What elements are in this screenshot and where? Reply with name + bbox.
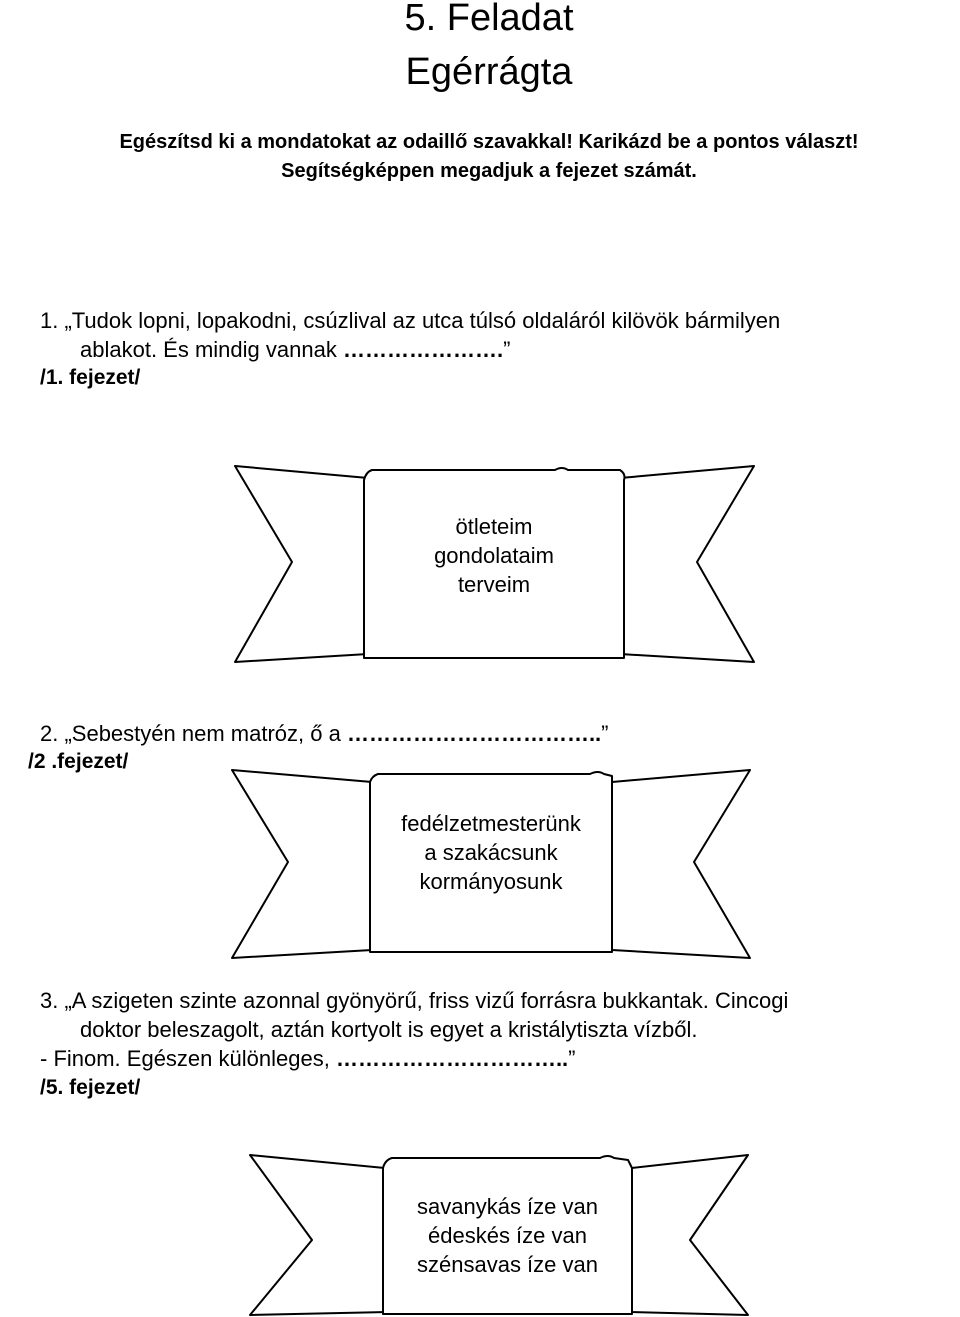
question-2-quote-end: ” <box>601 721 609 746</box>
question-2-blank[interactable]: …………………………….. <box>346 721 602 746</box>
question-2-text: 2. „Sebestyén nem matróz, ő a <box>40 721 347 746</box>
option-2b[interactable]: a szakácsunk <box>424 840 558 865</box>
question-3-quote-end: ” <box>568 1046 576 1071</box>
option-3b[interactable]: édeskés íze van <box>428 1223 587 1248</box>
page-title: Egérrágta <box>405 51 573 93</box>
option-1b[interactable]: gondolataim <box>434 543 554 568</box>
question-3-text: - Finom. Egészen különleges, <box>40 1046 336 1071</box>
option-1a[interactable]: ötleteim <box>455 514 533 539</box>
question-1-chapter: /1. fejezet/ <box>40 366 141 389</box>
question-1-line-1: 1. „Tudok lopni, lopakodni, csúzlival az utca túlsó oldaláról kilövök bármilyen <box>40 308 781 333</box>
question-1-text: ablakot. És mindig vannak <box>80 337 343 362</box>
question-3-blank[interactable]: ………………………….. <box>335 1046 569 1071</box>
question-1-quote-end: ” <box>503 337 511 362</box>
option-1c[interactable]: terveim <box>457 572 531 597</box>
option-3c[interactable]: szénsavas íze van <box>417 1252 598 1277</box>
instruction-line-2: Segítségképpen megadjuk a fejezet számát. <box>281 160 697 182</box>
option-3a[interactable]: savanykás íze van <box>417 1194 598 1219</box>
option-2c[interactable]: kormányosunk <box>419 869 563 894</box>
instruction-line-1: Egészítsd ki a mondatokat az odaillő szavakkal! Karikázd be a pontos választ! <box>119 131 859 153</box>
question-3-line-2: doktor beleszagolt, aztán kortyolt is egyet a kristálytiszta vízből. <box>80 1017 698 1042</box>
question-3-line-1: 3. „A szigeten szinte azonnal gyönyörű, friss vizű forrásra bukkantak. Cincogi <box>40 988 789 1013</box>
question-3-options <box>383 1192 632 1279</box>
page-title-number: 5. Feladat <box>404 0 574 39</box>
banner-3-right-tail <box>632 1155 748 1315</box>
option-2a[interactable]: fedélzetmesterünk <box>401 811 581 836</box>
question-3-chapter: /5. fejezet/ <box>40 1076 141 1099</box>
question-2-chapter: /2 .fejezet/ <box>28 750 129 773</box>
banner-3-left-tail <box>250 1155 385 1315</box>
question-1-blank[interactable]: …………………. <box>342 337 504 362</box>
